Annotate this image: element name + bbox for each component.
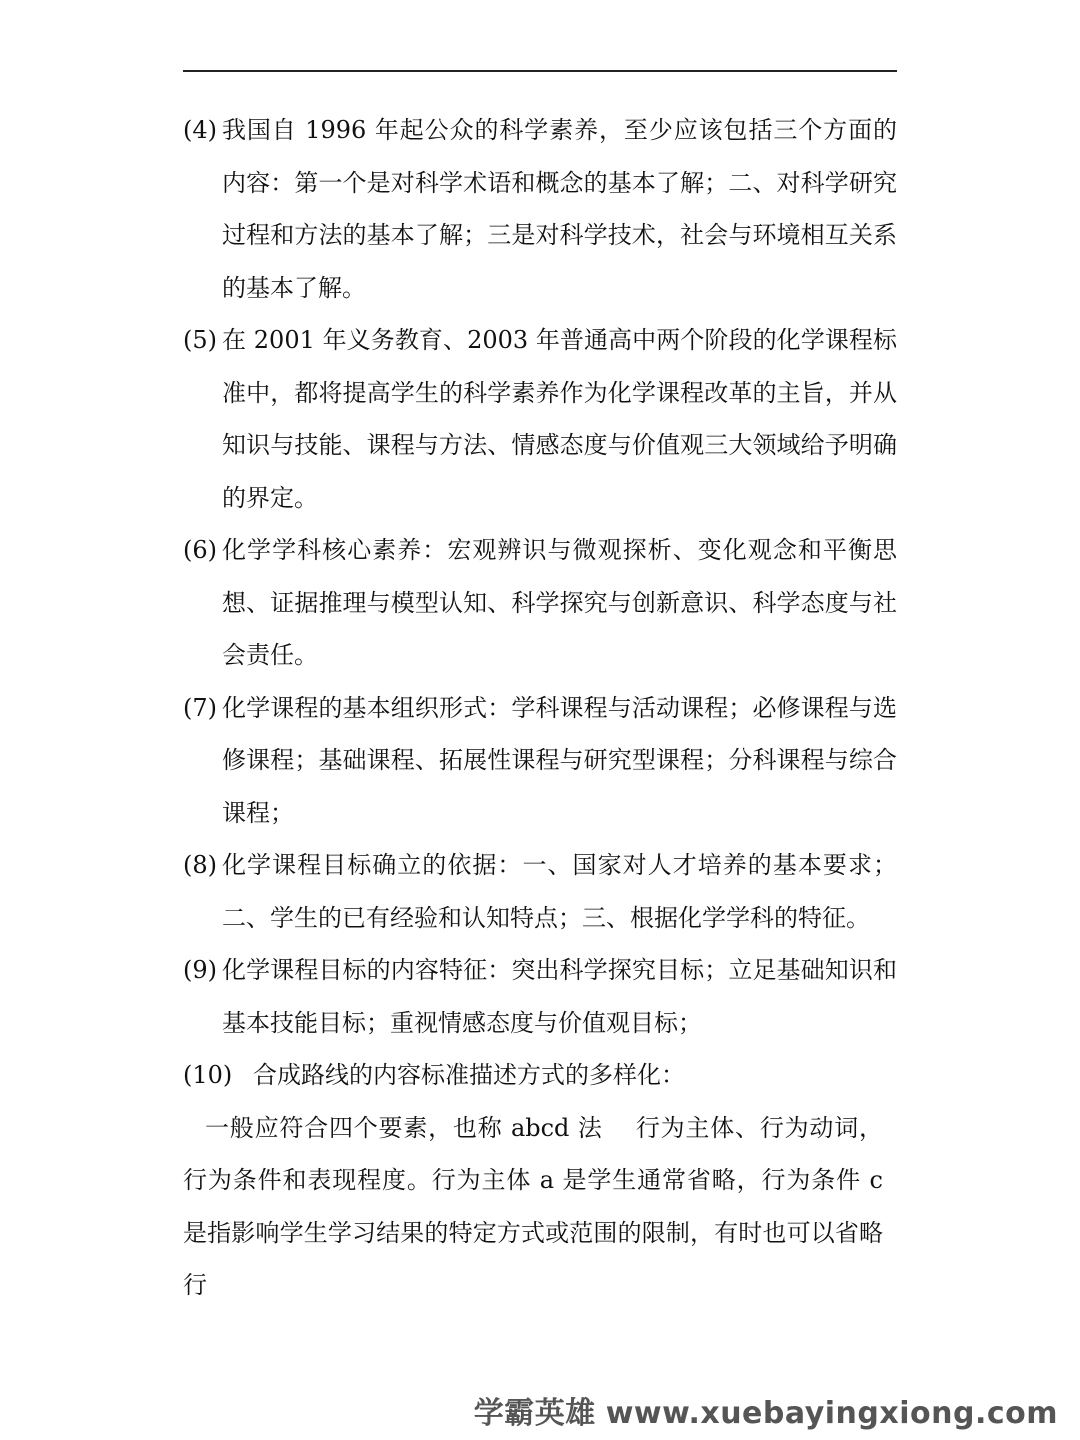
item-text: 合成路线的内容标准描述方式的多样化： bbox=[253, 1061, 685, 1089]
list-item-5 bbox=[183, 314, 897, 524]
item-text: 化学课程的基本组织形式：学科课程与活动课程；必修课程与选修课程；基础课程、拓展性课程与研究型课程；分科课程与综合课程； bbox=[222, 693, 897, 827]
item-number: (4) bbox=[183, 116, 217, 144]
item-number: (9) bbox=[183, 956, 217, 984]
item-text: 我国自 1996 年起公众的科学素养，至少应该包括三个方面的内容：第一个是对科学术语和概念的基本了解；二、对科学研究过程和方法的基本了解；三是对科学技术，社会与环境相互关系的基本了解。 bbox=[222, 116, 897, 302]
item-text: 化学课程目标确立的依据：一、国家对人才培养的基本要求；二、学生的已有经验和认知特点；三、根据化学学科的特征。 bbox=[222, 851, 897, 932]
item-number: (10) bbox=[183, 1061, 233, 1089]
item-number: (6) bbox=[183, 536, 217, 564]
item-text: 在 2001 年义务教育、2003 年普通高中两个阶段的化学课程标准中，都将提高学生的科学素养作为化学课程改革的主旨，并从知识与技能、课程与方法、情感态度与价值观三大领域给予明确的界定。 bbox=[222, 326, 897, 512]
list-item-4 bbox=[183, 104, 897, 314]
body-paragraph: 一般应符合四个要素，也称 abcd 法 行为主体、行为动词，行为条件和表现程度。行为主体 a 是学生通常省略，行为条件 c 是指影响学生学习结果的特定方式或范围的限制，有时也可以省略行 bbox=[183, 1113, 883, 1299]
list-item-6 bbox=[183, 524, 897, 682]
watermark bbox=[474, 1388, 1058, 1432]
list-item-7 bbox=[183, 682, 897, 840]
watermark-url: www.xuebayingxiong.com bbox=[605, 1396, 1058, 1431]
document-body bbox=[183, 104, 897, 1312]
item-number: (8) bbox=[183, 851, 217, 879]
item-text: 化学学科核心素养：宏观辨识与微观探析、变化观念和平衡思想、证据推理与模型认知、科学探究与创新意识、科学态度与社会责任。 bbox=[222, 536, 897, 669]
list-item-10 bbox=[183, 1049, 897, 1102]
list-item-8 bbox=[183, 839, 897, 944]
list-item-9 bbox=[183, 944, 897, 1049]
item-number: (7) bbox=[183, 693, 217, 722]
watermark-brand: 学霸英雄 bbox=[473, 1396, 596, 1431]
item-text: 化学课程目标的内容特征：突出科学探究目标；立足基础知识和基本技能目标；重视情感态度与价值观目标； bbox=[222, 956, 897, 1037]
header-rule bbox=[183, 70, 897, 72]
item-number: (5) bbox=[183, 326, 217, 354]
